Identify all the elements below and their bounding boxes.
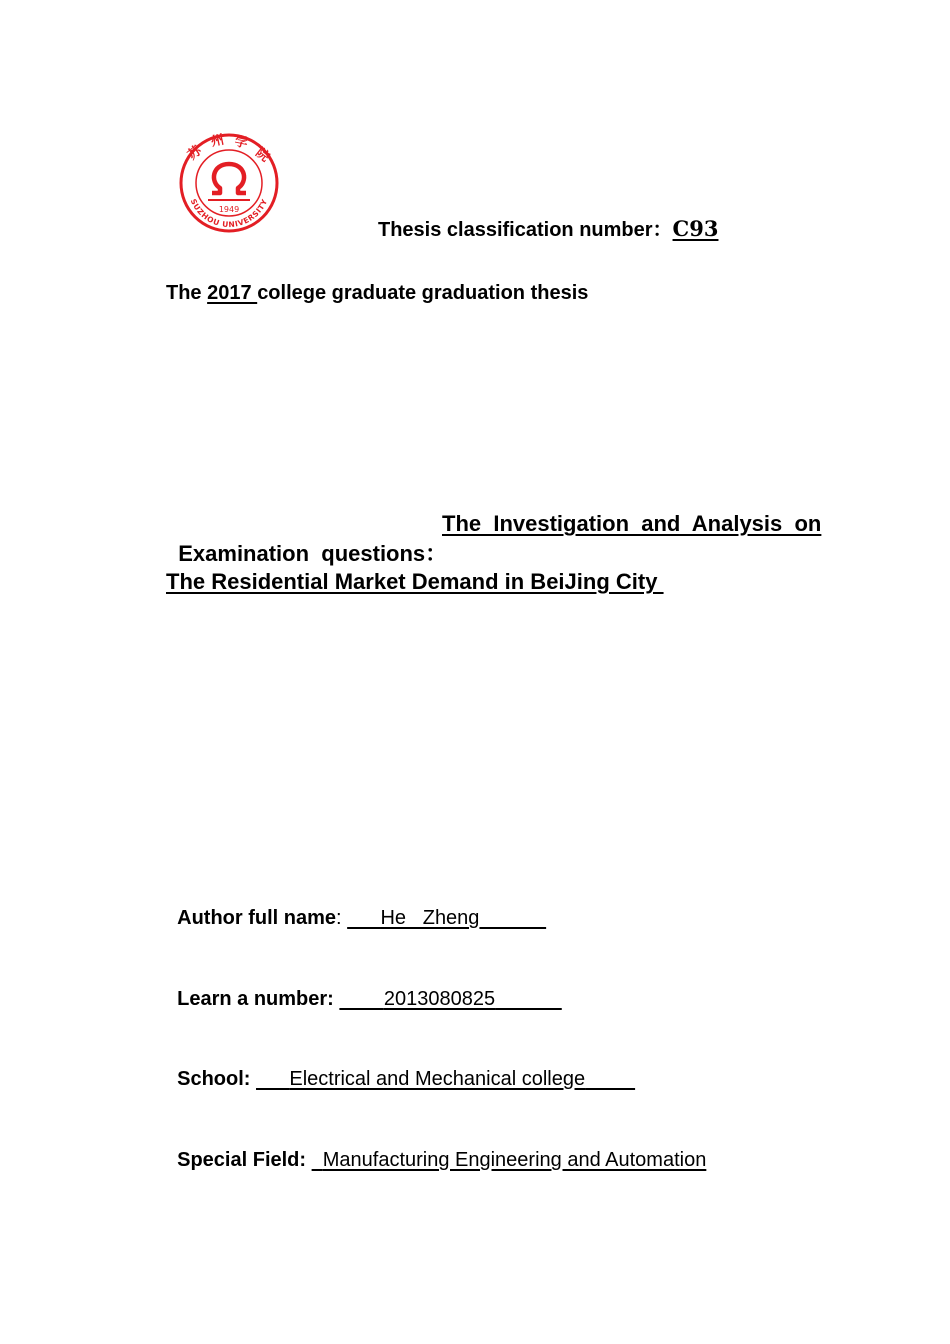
author-colon: : bbox=[336, 907, 348, 929]
school-value: Electrical and Mechanical college bbox=[289, 1068, 586, 1090]
university-seal-logo bbox=[178, 130, 280, 236]
thesis-line bbox=[166, 282, 588, 305]
special-field-value: Manufacturing Engineering and Automation bbox=[322, 1149, 707, 1171]
school-label: School: bbox=[177, 1068, 257, 1090]
special-field bbox=[166, 1126, 706, 1172]
special-field-label: Special Field: bbox=[177, 1149, 312, 1171]
exam-title-line-2: The Residential Market Demand in BeiJing City bbox=[166, 569, 664, 594]
svg-text:院: 院 bbox=[252, 145, 273, 166]
seal-english-name: SUZHOU UNIVERSITY bbox=[188, 197, 270, 230]
classification-line bbox=[378, 213, 718, 242]
school-field bbox=[166, 1045, 635, 1091]
seal-year: 1949 bbox=[218, 205, 240, 214]
classification-value: C93 bbox=[672, 216, 719, 241]
learn-number-field bbox=[166, 965, 562, 1011]
exam-line-1 bbox=[166, 511, 447, 568]
svg-text:苏: 苏 bbox=[185, 143, 205, 164]
thesis-year: 2017 bbox=[207, 282, 258, 304]
exam-label: Examination questions： bbox=[178, 541, 448, 566]
svg-text:州: 州 bbox=[209, 132, 226, 150]
svg-text:学: 学 bbox=[233, 134, 250, 152]
author-field bbox=[166, 884, 546, 930]
learn-number-value: 2013080825 bbox=[383, 988, 496, 1010]
classification-label: Thesis classification number： bbox=[378, 219, 673, 241]
learn-number-label: Learn a number: bbox=[177, 988, 340, 1010]
exam-title-line-1: The Investigation and Analysis on bbox=[442, 511, 822, 536]
thesis-suffix: college graduate graduation thesis bbox=[257, 282, 589, 304]
author-label: Author full name bbox=[177, 907, 337, 929]
thesis-prefix: The bbox=[166, 282, 208, 304]
author-value: He Zheng bbox=[380, 907, 480, 929]
